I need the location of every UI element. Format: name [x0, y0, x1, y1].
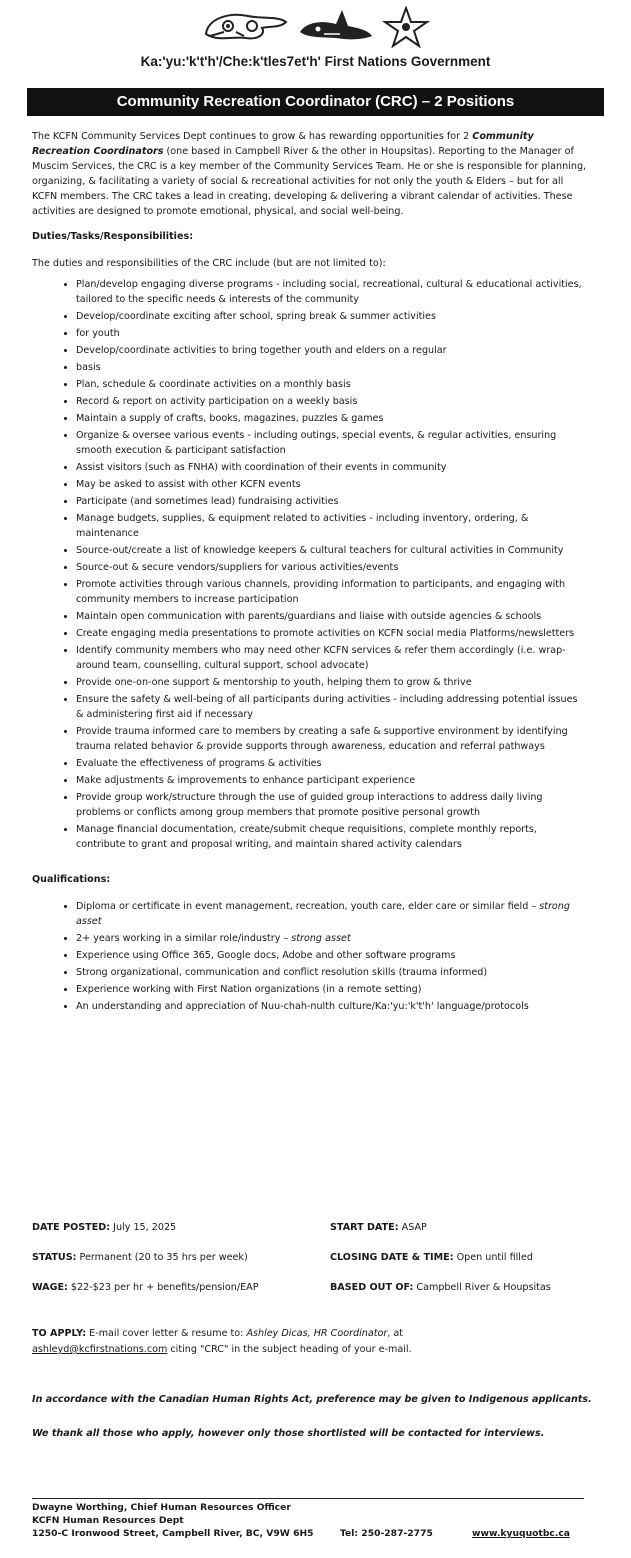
list-item: • Participate (and sometimes lead) fundraising activities	[76, 494, 588, 509]
closing-date	[330, 1252, 533, 1263]
logo-row	[0, 6, 631, 50]
email-link[interactable]: ashleyd@kcfirstnations.com	[32, 1344, 168, 1355]
list-item: • Evaluate the effectiveness of programs & activities	[76, 756, 588, 771]
list-item: • Manage financial documentation, create/submit cheque requisitions, complete monthly reports, contribute to grant and proposal writing, and maintain shared activity calendars	[76, 822, 588, 852]
closing-label: CLOSING DATE & TIME:	[330, 1252, 454, 1263]
intro-emphasis: Community Recreation Coordinators	[32, 131, 534, 157]
date-posted-value: July 15, 2025	[113, 1222, 177, 1233]
closing-value: Open until filled	[456, 1252, 533, 1263]
qualification-text: Diploma or certificate in event management, recreation, youth care, elder care or similar field –	[76, 901, 540, 912]
list-item: • Maintain a supply of crafts, books, magazines, puzzles & games	[76, 411, 588, 426]
qualification-text: Strong organizational, communication and conflict resolution skills (trauma informed)	[76, 967, 488, 978]
date-posted	[32, 1222, 176, 1233]
qualification-text: 2+ years working in a similar role/industry –	[76, 933, 292, 944]
duties-list	[32, 277, 588, 852]
status-label: STATUS:	[32, 1252, 77, 1263]
posting-details	[32, 1222, 592, 1312]
list-item: • Plan/develop engaging diverse programs - including social, recreational, cultural & educational activities, tailored to the specific needs & interests of the community	[76, 277, 588, 307]
organization-name: Ka:'yu:'k't'h'/Che:k'tles7et'h' First Nations Government	[140, 54, 491, 69]
qualification-text: An understanding and appreciation of Nuu-chah-nulth culture/Ka:'yu:'k't'h' language/protocols	[76, 1001, 529, 1012]
list-item: • Provide one-on-one support & mentorship to youth, helping them to grow & thrive	[76, 675, 588, 690]
list-item: • Create engaging media presentations to promote activities on KCFN social media Platforms/newsletters	[76, 626, 588, 641]
list-item: • Plan, schedule & coordinate activities on a monthly basis	[76, 377, 588, 392]
mailing-address: 1250-C Ironwood Street, Campbell River, BC, V9W 6H5	[32, 1528, 314, 1539]
based-label: BASED OUT OF:	[330, 1282, 414, 1293]
intro-paragraph	[32, 129, 588, 219]
list-item	[76, 931, 588, 946]
list-item: • Develop/coordinate exciting after school, spring break & summer activities	[76, 309, 588, 324]
apply-text: E-mail cover letter & resume to:	[89, 1328, 247, 1339]
intro-text-continued: (one based in Campbell River & the other in Houpsitas). Reporting to the Manager of Muscim Services, the CRC is a key member of the Community Services Team. He or she is responsible for planning, organizing, & facilitating a variety of social & recreational activities for not only the youth & Elders – but for all KCFN members. The CRC takes a lead in creating, developing & delivering a vibrant calendar of activities. These activities are designed to promote emotional, physical, and social well-being.	[32, 146, 587, 217]
list-item: • Organize & oversee various events - including outings, special events, & regular activities, ensuring smooth execution & participant satisfaction	[76, 428, 588, 458]
start-date-value: ASAP	[401, 1222, 427, 1233]
thanks-note: We thank all those who apply, however only those shortlisted will be contacted for interviews.	[32, 1428, 545, 1439]
department-name: KCFN Human Resources Dept	[32, 1515, 184, 1526]
qualification-emphasis: strong asset	[76, 901, 570, 927]
apply-contact: Ashley Dicas, HR Coordinator	[246, 1328, 388, 1339]
list-item	[76, 982, 588, 997]
list-item: • Assist visitors (such as FNHA) with coordination of their events in community	[76, 460, 588, 475]
based-out-of	[330, 1282, 551, 1293]
footer	[32, 1501, 592, 1540]
qualification-text: Experience working with First Nation organizations (in a remote setting)	[76, 984, 422, 995]
contact-row	[32, 1527, 592, 1540]
human-rights-note: In accordance with the Canadian Human Rights Act, preference may be given to Indigenous applicants.	[32, 1394, 592, 1405]
signatory-name: Dwayne Worthing, Chief Human Resources Officer	[32, 1502, 291, 1513]
list-item: • Record & report on activity participation on a weekly basis	[76, 394, 588, 409]
apply-instructions	[32, 1326, 592, 1358]
list-item: • for youth	[76, 326, 588, 341]
list-item: • Source-out & secure vendors/suppliers for various activities/events	[76, 560, 588, 575]
thunderbird-icon	[381, 6, 431, 48]
list-item: • Maintain open communication with parents/guardians and liaise with outside agencies & schools	[76, 609, 588, 624]
list-item	[76, 999, 588, 1014]
list-item: • basis	[76, 360, 588, 375]
website-link[interactable]: www.kyuquotbc.ca	[472, 1528, 570, 1539]
job-title-banner: Community Recreation Coordinator (CRC) – 2 Positions	[27, 88, 604, 116]
qualifications-list	[32, 899, 588, 1014]
date-posted-label: DATE POSTED:	[32, 1222, 111, 1233]
telephone: Tel: 250-287-2775	[340, 1528, 433, 1539]
apply-text: , at	[387, 1328, 404, 1339]
details-row	[32, 1252, 592, 1282]
list-item: • May be asked to assist with other KCFN events	[76, 477, 588, 492]
status-value: Permanent (20 to 35 hrs per week)	[79, 1252, 248, 1263]
wage-label: WAGE:	[32, 1282, 68, 1293]
duties-lead: The duties and responsibilities of the CRC include (but are not limited to):	[32, 258, 386, 269]
based-value: Campbell River & Houpsitas	[416, 1282, 551, 1293]
details-row	[32, 1282, 592, 1312]
list-item: • Source-out/create a list of knowledge keepers & cultural teachers for cultural activities in Community	[76, 543, 588, 558]
qualification-emphasis: strong asset	[291, 933, 351, 944]
duties-heading: Duties/Tasks/Responsibilities:	[32, 231, 194, 242]
list-item: • Ensure the safety & well-being of all participants during activities - including addressing potential issues & administering first aid if necessary	[76, 692, 588, 722]
eagle-crest-icon	[200, 6, 290, 48]
apply-label: TO APPLY:	[32, 1328, 87, 1339]
apply-text: citing "CRC" in the subject heading of your e-mail.	[167, 1344, 412, 1355]
signature-divider	[32, 1498, 584, 1499]
killer-whale-icon	[296, 6, 376, 48]
list-item: • Identify community members who may need other KCFN services & refer them accordingly (i.e. wrap-around team, counselling, cultural support, school advocate)	[76, 643, 588, 673]
list-item: • Make adjustments & improvements to enhance participant experience	[76, 773, 588, 788]
qualifications-heading: Qualifications:	[32, 874, 111, 885]
list-item	[76, 965, 588, 980]
list-item: • Develop/coordinate activities to bring together youth and elders on a regular	[76, 343, 588, 358]
list-item: • Provide trauma informed care to members by creating a safe & supportive environment by identifying trauma related behavior & provide supports through awareness, education and referral pathways	[76, 724, 588, 754]
list-item: • Provide group work/structure through the use of guided group interactions to address daily living problems or conflicts among group members that promote positive personal growth	[76, 790, 588, 820]
list-item: • Manage budgets, supplies, & equipment related to activities - including inventory, ordering, & maintenance	[76, 511, 588, 541]
list-item	[76, 899, 588, 929]
details-row	[32, 1222, 592, 1252]
start-date	[330, 1222, 427, 1233]
wage	[32, 1282, 259, 1293]
posting-body	[32, 129, 588, 1016]
list-item	[76, 948, 588, 963]
wage-value: $22-$23 per hr + benefits/pension/EAP	[70, 1282, 259, 1293]
start-date-label: START DATE:	[330, 1222, 399, 1233]
list-item: • Promote activities through various channels, providing information to participants, and engaging with community members to increase participation	[76, 577, 588, 607]
qualification-text: Experience using Office 365, Google docs, Adobe and other software programs	[76, 950, 456, 961]
intro-text: The KCFN Community Services Dept continues to grow & has rewarding opportunities for 2	[32, 131, 473, 142]
status	[32, 1252, 248, 1263]
